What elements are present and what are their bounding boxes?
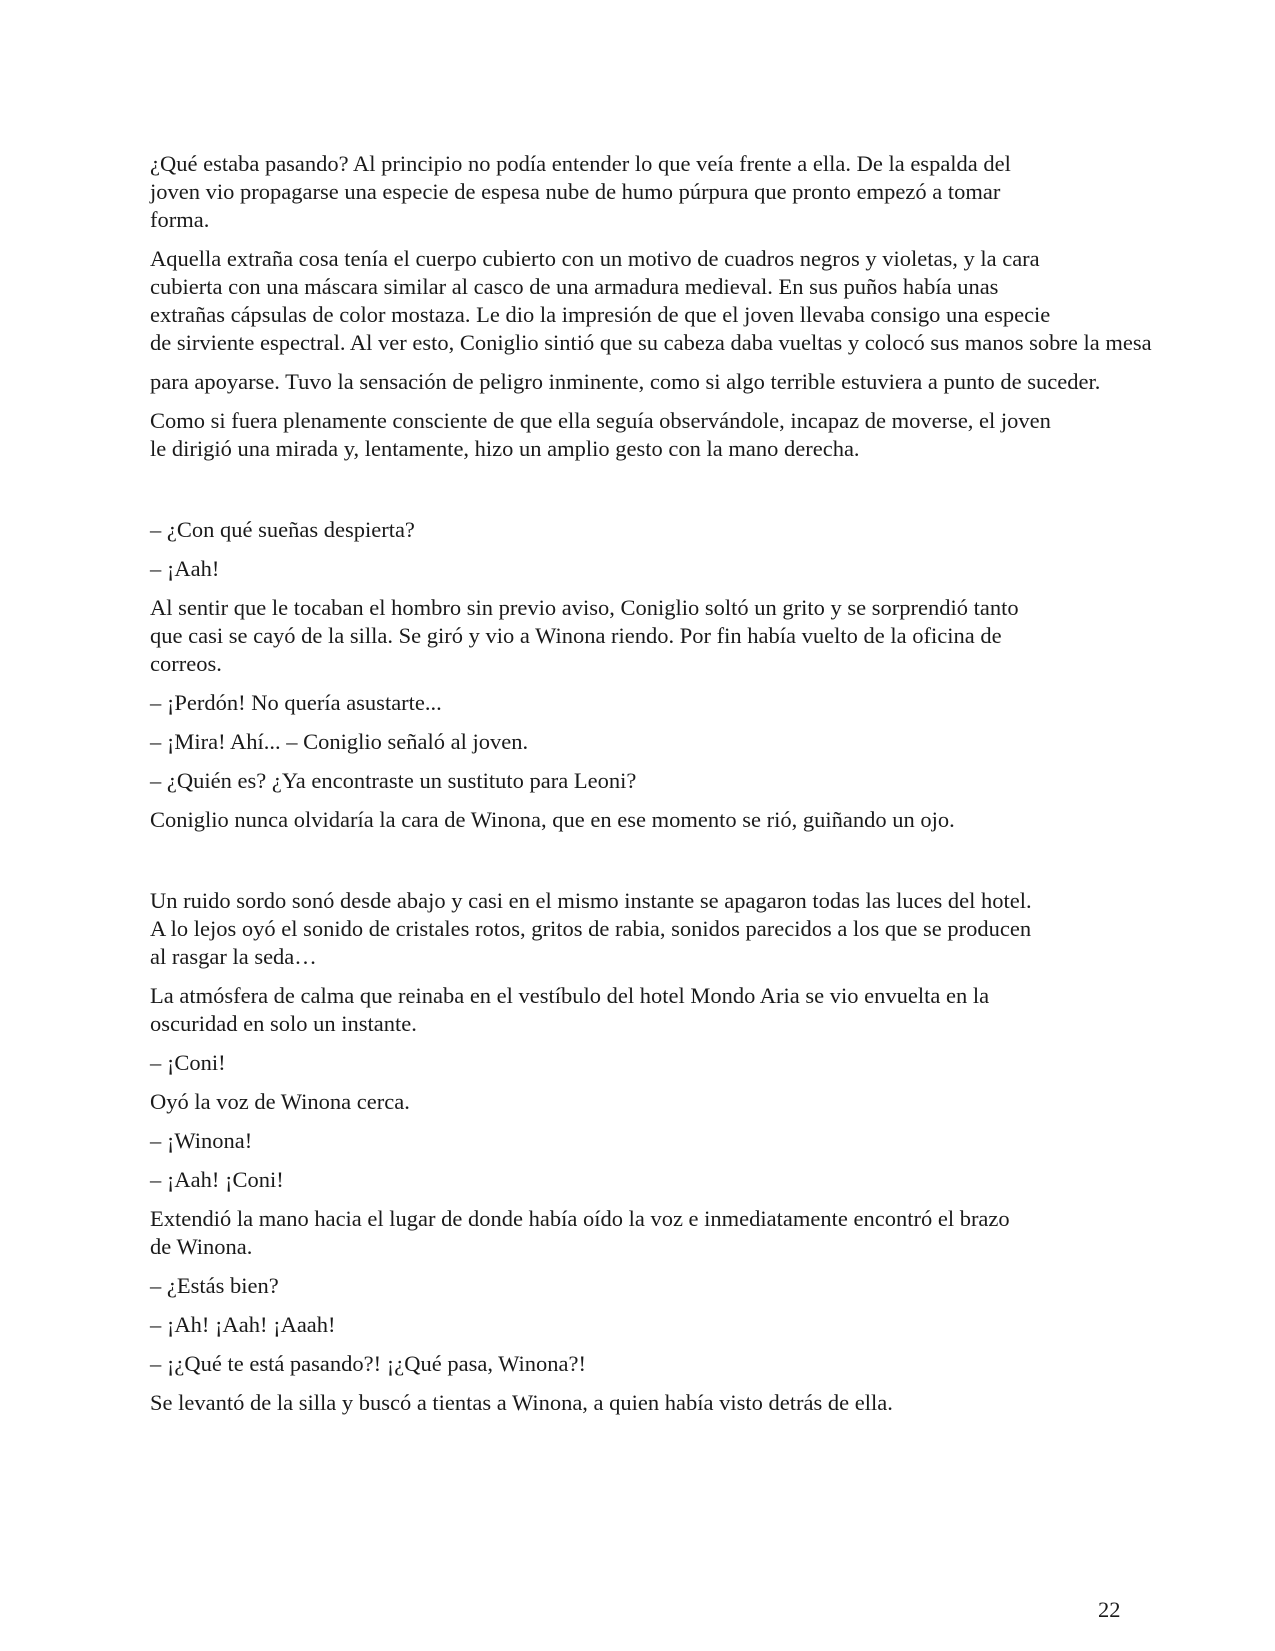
paragraph: para apoyarse. Tuvo la sensación de peligro inminente, como si algo terrible estuviera a punto de suceder. <box>150 369 1101 394</box>
dialogue-line: – ¿Estás bien? <box>150 1273 279 1298</box>
dialogue-line: – ¡Ah! ¡Aah! ¡Aaah! <box>150 1312 336 1337</box>
paragraph: Se levantó de la silla y buscó a tientas a Winona, a quien había visto detrás de ella. <box>150 1390 893 1415</box>
paragraph: Aquella extraña cosa tenía el cuerpo cubierto con un motivo de cuadros negros y violetas, y la cara cubierta con una máscara similar al casco de una armadura medieval. En sus puños había unas extrañas cápsulas de color mostaza. Le dio la impresión de que el joven llevaba consigo una especie de sirviente espectral. Al ver esto, Coniglio sintió que su cabeza daba vueltas y colocó sus manos sobre la mesa <box>150 246 1152 355</box>
page-number: 22 <box>1098 1597 1121 1622</box>
paragraph: Un ruido sordo sonó desde abajo y casi en el mismo instante se apagaron todas las luces del hotel. A lo lejos oyó el sonido de cristales rotos, gritos de rabia, sonidos parecidos a los que se producen al rasgar la seda… <box>150 888 1032 969</box>
paragraph: Oyó la voz de Winona cerca. <box>150 1089 410 1114</box>
dialogue-line: – ¡Perdón! No quería asustarte... <box>150 690 442 715</box>
dialogue-line: – ¡Aah! ¡Coni! <box>150 1167 284 1192</box>
paragraph: Coniglio nunca olvidaría la cara de Winona, que en ese momento se rió, guiñando un ojo. <box>150 807 955 832</box>
section-break <box>150 845 1260 887</box>
paragraph: Al sentir que le tocaban el hombro sin previo aviso, Coniglio soltó un grito y se sorprendió tanto que casi se cayó de la silla. Se giró y vio a Winona riendo. Por fin había vuelto de la oficina de correos. <box>150 595 1019 676</box>
paragraph: Extendió la mano hacia el lugar de donde había oído la voz e inmediatamente encontró el brazo de Winona. <box>150 1206 1010 1259</box>
dialogue-line: – ¡Mira! Ahí... – Coniglio señaló al joven. <box>150 729 529 754</box>
dialogue-line: – ¿Quién es? ¿Ya encontraste un sustituto para Leoni? <box>150 768 637 793</box>
dialogue-line: – ¿Con qué sueñas despierta? <box>150 517 415 542</box>
dialogue-line: – ¡Coni! <box>150 1050 226 1075</box>
body-text <box>150 150 1260 1428</box>
section-break <box>150 474 1260 516</box>
dialogue-line: – ¡Winona! <box>150 1128 253 1153</box>
paragraph: La atmósfera de calma que reinaba en el vestíbulo del hotel Mondo Aria se vio envuelta en la oscuridad en solo un instante. <box>150 983 990 1036</box>
paragraph: ¿Qué estaba pasando? Al principio no podía entender lo que veía frente a ella. De la espalda del joven vio propagarse una especie de espesa nube de humo púrpura que pronto empezó a tomar forma. <box>150 151 1011 232</box>
dialogue-line: – ¡¿Qué te está pasando?! ¡¿Qué pasa, Winona?! <box>150 1351 586 1376</box>
paragraph: Como si fuera plenamente consciente de que ella seguía observándole, incapaz de moverse, el joven le dirigió una mirada y, lentamente, hizo un amplio gesto con la mano derecha. <box>150 408 1051 461</box>
dialogue-line: – ¡Aah! <box>150 556 220 581</box>
